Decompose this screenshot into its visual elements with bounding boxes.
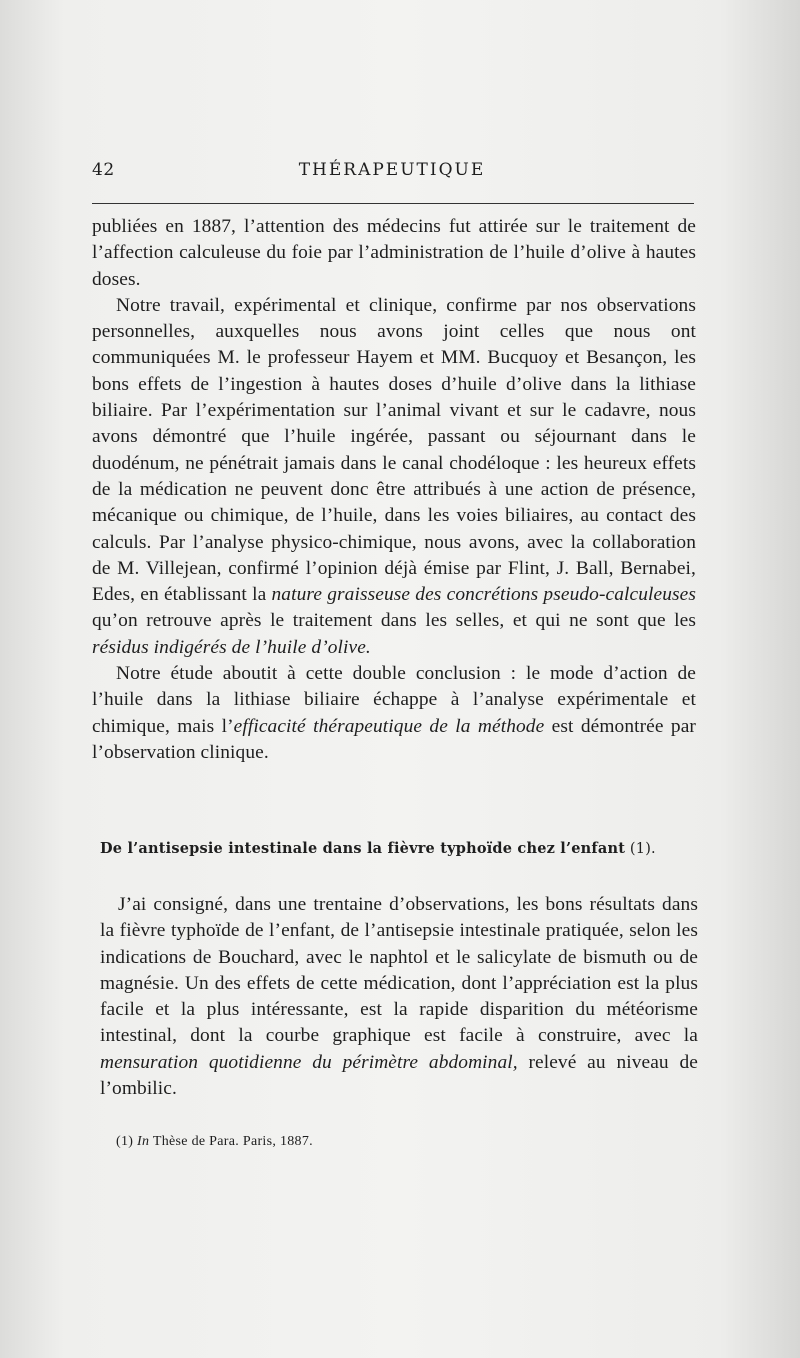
page-header <box>92 160 692 190</box>
paragraph-4-text-a: J’ai consigné, dans une trentaine d’observations, les bons résultats dans la fièvre typhoïde de l’enfant, de l’antisepsie intestinale pratiquée, selon les indications de Bouchard, avec le naphtol et le salicylate de bismuth ou de magnésie. Un des effets de cette médication, dont l’appréciation est la plus facile et la plus intéressante, est la rapide disparition du météorisme intestinal, dont la courbe graphique est facile à construire, avec la <box>100 894 698 1047</box>
section-heading-text: De l’antisepsie intestinale dans la fièvre typhoïde chez l’enfant <box>100 840 626 857</box>
paragraph-4-italic: mensuration quotidienne du périmètre abdominal, <box>100 1051 518 1073</box>
section-antisepsie-text <box>100 892 698 1102</box>
section-olive-oil-text <box>92 214 696 766</box>
footnote-italic: In <box>137 1134 150 1149</box>
page-number: 42 <box>92 160 115 180</box>
paragraph-4-text-b: relevé au niveau de l’ombilic. <box>100 1051 698 1100</box>
footnote-reference: (1). <box>625 841 656 857</box>
footnote-text: Thèse de Para. Paris, 1887. <box>149 1134 313 1149</box>
paragraph-2-text-a: Notre travail, expérimental et clinique, confirme par nos observations personnelles, auxquelles nous avons joint celles que nous ont communiquées M. le professeur Hayem et MM. Bucquoy et Besançon, les bons effets de l’ingestion à hautes doses d’huile d’olive dans la lithiase biliaire. Par l’expérimentation sur l’animal vivant et sur le cadavre, nous avons démontré que l’huile ingérée, passant ou séjournant dans le duodénum, ne pénétrait jamais dans le canal chodéloque : les heureux effets de la médication ne peuvent donc être attribués à une action de présence, mécanique ou chimique, de l’huile, dans les voies biliaires, au contact des calculs. Par l’analyse physico-chimique, nous avons, avec la collaboration de M. Villejean, confirmé l’opinion déjà émise par Flint, J. Ball, Bernabei, Edes, en établissant la <box>92 294 696 606</box>
section-heading-antisepsie <box>100 840 700 857</box>
paragraph-2-text-b: qu’on retrouve après le traitement dans les selles, et qui ne sont que les <box>92 610 696 632</box>
paragraph-3-text-a: Notre étude aboutit à cette double conclusion : le mode d’action de l’huile dans la lithiase biliaire échappe à l’analyse expérimentale et chimique, mais l’ <box>92 663 696 737</box>
paragraph-3-text-b: est démontrée par l’observation clinique. <box>92 715 696 763</box>
paragraph-2-italic-2: résidus indigérés de l’huile d’olive. <box>92 636 371 658</box>
paragraph-4 <box>100 892 698 1102</box>
footnote <box>116 1134 313 1150</box>
header-rule <box>92 203 694 204</box>
paragraph-1: publiées en 1887, l’attention des médecins fut attirée sur le traitement de l’affection calculeuse du foie par l’administration de l’huile d’olive à hautes doses. <box>92 216 696 290</box>
paragraph-3-italic: efficacité thérapeutique de la méthode <box>233 715 545 737</box>
paragraph-2 <box>92 293 696 661</box>
footnote-marker: (1) <box>116 1134 138 1149</box>
running-title: THÉRAPEUTIQUE <box>298 160 486 180</box>
paragraph-3 <box>92 661 696 766</box>
paragraph-2-italic-1: nature graisseuse des concrétions pseudo-calculeuses <box>271 584 696 606</box>
